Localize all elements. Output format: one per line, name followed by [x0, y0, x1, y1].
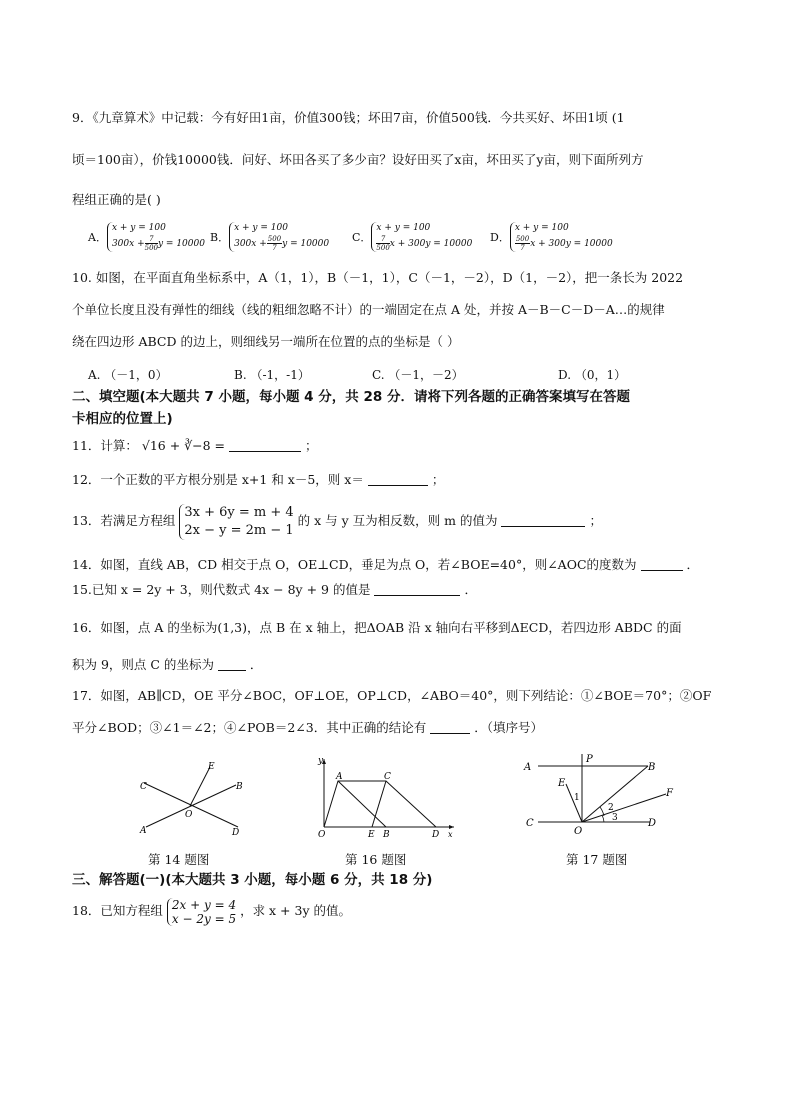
q17-line-2 [72, 720, 732, 736]
fig16-label-y: y [318, 756, 324, 766]
fig17-label-b: B [648, 762, 656, 773]
q10-option-a: A. （－1，0） [88, 368, 168, 382]
q15-suffix: ． [464, 582, 477, 597]
q9-option-system [229, 222, 329, 252]
q9-option-label: B． [210, 231, 230, 244]
q18-eq-2: x − 2y = 5 [171, 911, 237, 926]
q9-option-label: C． [352, 231, 372, 244]
fig17-label-angle-1: 1 [574, 793, 580, 803]
q13-equation-system [179, 504, 293, 540]
q13-answer-blank[interactable] [501, 514, 585, 527]
q9-option-eq-2-suffix: x + 300y = 10000 [530, 239, 613, 249]
q9-option-d [490, 222, 613, 252]
q17-text: 平分∠BOD；③∠1＝∠2；④∠POB＝2∠3．其中正确的结论有 [72, 720, 427, 735]
q11-prefix: 11．计算： [72, 438, 138, 453]
q16-suffix: ． [249, 657, 263, 672]
q9-option-eq-2-suffix: y = 10000 [157, 239, 205, 249]
q9-option-fraction [376, 235, 389, 252]
q11 [72, 438, 732, 454]
q9-option-eq-2 [112, 235, 205, 252]
fig14-label-a: A [140, 826, 147, 836]
fig17-label-p: P [586, 754, 593, 765]
fig17-label-a: A [524, 762, 532, 773]
q13-eq-1: 3x + 6y = m + 4 [184, 504, 294, 520]
q12-answer-blank[interactable] [368, 473, 428, 486]
q10-line-2: 个单位长度且没有弹性的细线（线的粗细忽略不计）的一端固定在点 A 处，并按 A－B－C－D－A…的规律 [72, 302, 665, 317]
q9-option-fraction-denominator: 500 [144, 244, 158, 252]
q9-option-fraction-numerator: 500 [515, 235, 530, 243]
fig14-label-e: E [208, 762, 215, 772]
fig17-label-o: O [574, 826, 583, 837]
q15-text: 15.已知 x = 2y + 3，则代数式 4x − 8y + 9 的值是 [72, 582, 371, 597]
fig16-quadrilateral [324, 781, 436, 827]
q11-expression: √16 + ∛−8 = [141, 438, 226, 453]
fig17-label-f: F [666, 788, 673, 799]
q9-option-label: A． [88, 231, 107, 244]
q9-option-fraction-denominator: 500 [376, 244, 390, 252]
section-2-heading-line-2: 卡相应的位置上) [72, 411, 173, 427]
q9-option-eq-2-prefix: 300x + [234, 239, 267, 249]
q13-eq-2: 2x − y = 2m − 1 [184, 522, 294, 538]
q9-option-eq-2-suffix: x + 300y = 10000 [389, 239, 473, 249]
q9-option-fraction [145, 235, 158, 252]
q9-option-fraction [267, 235, 282, 252]
q11-suffix: ； [305, 438, 318, 453]
q9-option-label: D． [490, 231, 510, 244]
q10-option-c: C. （－1，－2） [372, 368, 464, 382]
q9-option-system [371, 222, 472, 252]
q16-line-2 [72, 657, 732, 673]
fig17-angle-2-arc [600, 807, 604, 816]
q9-line-3: 程组正确的是( ) [72, 192, 161, 207]
q9-option-c [352, 222, 472, 252]
q9-option-eq-1: x + y = 100 [514, 223, 569, 233]
fig17-label-angle-2: 2 [608, 803, 614, 813]
fig16-label-e: E [368, 830, 375, 839]
q12-text: 12．一个正数的平方根分别是 x+1 和 x－5，则 x＝ [72, 472, 364, 487]
q13-suffix: ； [589, 513, 602, 528]
q9-option-eq-1: x + y = 100 [234, 223, 288, 233]
fig17-label-d: D [648, 818, 657, 829]
q12-suffix: ； [431, 472, 445, 487]
q9-option-system [510, 222, 613, 252]
q9-option-eq-1: x + y = 100 [111, 223, 166, 233]
q9-option-eq-2 [234, 235, 329, 252]
q18 [72, 896, 732, 926]
section-3-heading: 三、解答题(一)(本大题共 3 小题，每小题 6 分，共 18 分) [72, 872, 433, 888]
q13-middle: 的 x 与 y 互为相反数，则 m 的值为 [297, 513, 498, 528]
q10-option-d: D. （0，1） [558, 368, 627, 382]
q9-option-fraction-numerator: 7 [376, 235, 389, 244]
q9-option-b [210, 222, 329, 252]
fig14-label-o: O [185, 810, 193, 820]
fig17-label-c: C [526, 818, 534, 829]
fig16-label-c: C [384, 772, 391, 782]
fig17-label-e: E [558, 778, 566, 789]
q9-option-eq-2 [515, 235, 613, 252]
q17-suffix: ．（填序号） [474, 720, 543, 735]
q9-option-fraction-numerator: 500 [267, 235, 282, 243]
q16-text: 积为 9，则点 C 的坐标为 [72, 657, 214, 672]
q9-option-system [107, 222, 205, 252]
fig14-caption: 第 14 题图 [148, 852, 210, 867]
q14 [72, 557, 732, 573]
fig14-line-ab [146, 785, 236, 827]
q12 [72, 472, 732, 488]
fig17-caption: 第 17 题图 [566, 852, 628, 867]
section-2-heading-line-1: 二、填空题(本大题共 7 小题，每小题 4 分，共 28 分．请将下列各题的正确答案填写在答题 [72, 389, 630, 405]
q18-eq-1: 2x + y = 4 [171, 897, 237, 912]
figure-17 [520, 750, 695, 838]
q14-answer-blank[interactable] [641, 558, 683, 571]
q16-line-1: 16．如图，点 A 的坐标为(1,3)，点 B 在 x 轴上，把ΔOAB 沿 x 轴向右平移到ΔECD，若四边形 ABDC 的面 [72, 620, 682, 635]
fig14-label-b: B [236, 782, 243, 792]
fig16-label-d: D [432, 830, 440, 839]
q11-answer-blank[interactable] [229, 439, 301, 452]
q9-option-eq-2-prefix: 300x + [111, 239, 145, 249]
q18-suffix: ，求 x + 3y 的值。 [240, 903, 351, 918]
fig14-label-d: D [232, 828, 240, 838]
q9-option-a [88, 222, 205, 252]
q13-prefix: 13．若满足方程组 [72, 513, 176, 528]
fig16-label-b: B [383, 830, 390, 839]
fig16-label-a: A [336, 772, 343, 782]
q15 [72, 582, 732, 598]
q9-option-eq-2-suffix: y = 10000 [282, 239, 330, 249]
fig16-label-x: x [448, 830, 453, 839]
fig16-x-arrow [449, 825, 454, 829]
q14-text: 14．如图，直线 AB，CD 相交于点 O，OE⊥CD，垂足为点 O，若∠BOE=40°，则∠AOC的度数为 [72, 557, 637, 572]
fig14-label-c: C [140, 782, 147, 792]
q18-prefix: 18．已知方程组 [72, 903, 163, 918]
figure-14 [130, 755, 260, 845]
q9-option-eq-2 [376, 235, 472, 252]
fig16-label-o: O [318, 830, 326, 839]
fig17-ray-oe [566, 784, 582, 822]
q9-line-2: 顷＝100亩），价钱10000钱．问好、坏田各买了多少亩？设好田买了x亩，坏田买了y亩，则下面所列方 [72, 152, 644, 167]
q9-option-fraction [515, 235, 530, 252]
q9-option-eq-1: x + y = 100 [376, 223, 431, 233]
q16-answer-blank[interactable] [218, 658, 246, 671]
fig16-caption: 第 16 题图 [345, 852, 407, 867]
q14-suffix: ． [686, 557, 699, 572]
q9-option-fraction-denominator: 7 [520, 244, 525, 252]
q10-line-1: 10. 如图，在平面直角坐标系中，A（1，1），B（－1，1），C（－1，－2），D（1，－2），把一条长为 2022 [72, 270, 684, 285]
q9-line-1: 9．《九章算术》中记载：今有好田1亩，价值300钱；坏田7亩，价值500钱．今共买好、坏田1顷 (1 [72, 110, 625, 125]
fig14-ray-oe [190, 767, 210, 806]
q17-answer-blank[interactable] [430, 721, 470, 734]
q18-equation-system [167, 898, 236, 926]
q10-option-b: B. （-1，-1） [234, 368, 310, 382]
q9-option-fraction-denominator: 7 [272, 244, 277, 252]
q17-line-1: 17．如图，AB∥CD，OE 平分∠BOC，OF⊥OE，OP⊥CD，∠ABO＝40°，则下列结论：①∠BOE＝70°；②OF [72, 688, 712, 703]
q15-answer-blank[interactable] [374, 583, 460, 596]
fig17-label-angle-3: 3 [612, 813, 618, 823]
q9-option-fraction-numerator: 7 [145, 235, 158, 244]
q10-line-3: 绕在四边形 ABCD 的边上，则细线另一端所在位置的点的坐标是（ ） [72, 334, 460, 349]
figure-16 [308, 753, 458, 839]
q13 [72, 500, 732, 542]
